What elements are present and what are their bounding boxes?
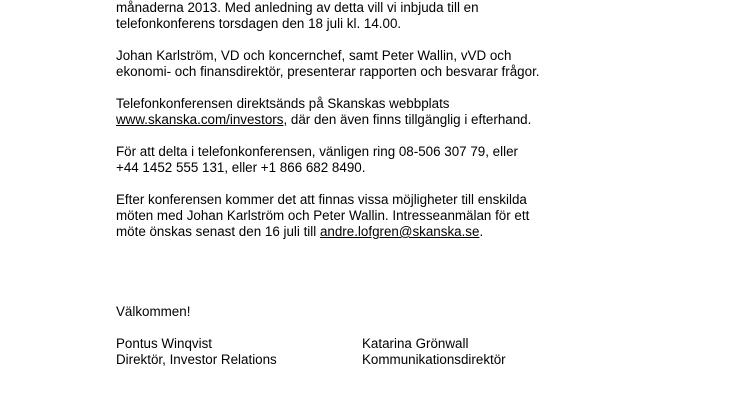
- paragraph-dial-in: [116, 144, 716, 176]
- signature-block: [116, 336, 716, 368]
- text-line: För att delta i telefonkonferensen, vänligen ring 08-506 307 79, eller: [116, 144, 518, 159]
- text-line: möten med Johan Karlström och Peter Wallin. Intresseanmälan för ett: [116, 208, 530, 223]
- paragraph-webcast: [116, 96, 716, 128]
- signatory-name: Pontus Winqvist: [116, 336, 213, 351]
- signatory-title: Direktör, Investor Relations: [116, 352, 277, 367]
- text-line: ekonomi- och finansdirektör, presenterar rapporten och besvarar frågor.: [116, 64, 540, 79]
- text-fragment: , där den även finns tillgänglig i efterhand.: [283, 112, 532, 127]
- text-line: Efter konferensen kommer det att finnas vissa möjligheter till enskilda: [116, 192, 527, 207]
- text-line: Telefonkonferensen direktsänds på Skanskas webbplats: [116, 96, 450, 111]
- closing-greeting: [116, 304, 716, 320]
- signature-right: [362, 336, 506, 368]
- email-link[interactable]: andre.lofgren@skanska.se: [319, 224, 480, 239]
- document-page: [116, 0, 716, 368]
- signatory-name: Katarina Grönwall: [362, 336, 469, 351]
- signature-left: [116, 336, 277, 368]
- text-line: [116, 224, 716, 240]
- greeting-text: Välkommen!: [116, 304, 191, 319]
- text-line: [116, 112, 716, 128]
- spacer: [116, 256, 716, 304]
- text-fragment: .: [479, 224, 484, 239]
- text-line: Johan Karlström, VD och koncernchef, samt Peter Wallin, vVD och: [116, 48, 512, 63]
- investors-link[interactable]: www.skanska.com/investors: [116, 112, 284, 127]
- text-line: månaderna 2013. Med anledning av detta vill vi inbjuda till en: [116, 0, 479, 15]
- text-line: +44 1452 555 131, eller +1 866 682 8490.: [116, 160, 366, 175]
- paragraph-meetings: [116, 192, 716, 240]
- text-fragment: möte önskas senast den 16 juli till: [116, 224, 320, 239]
- text-line: telefonkonferens torsdagen den 18 juli kl. 14.00.: [116, 16, 402, 31]
- signatory-title: Kommunikationsdirektör: [362, 352, 506, 367]
- paragraph-invitation: [116, 0, 716, 32]
- paragraph-presenters: [116, 48, 716, 80]
